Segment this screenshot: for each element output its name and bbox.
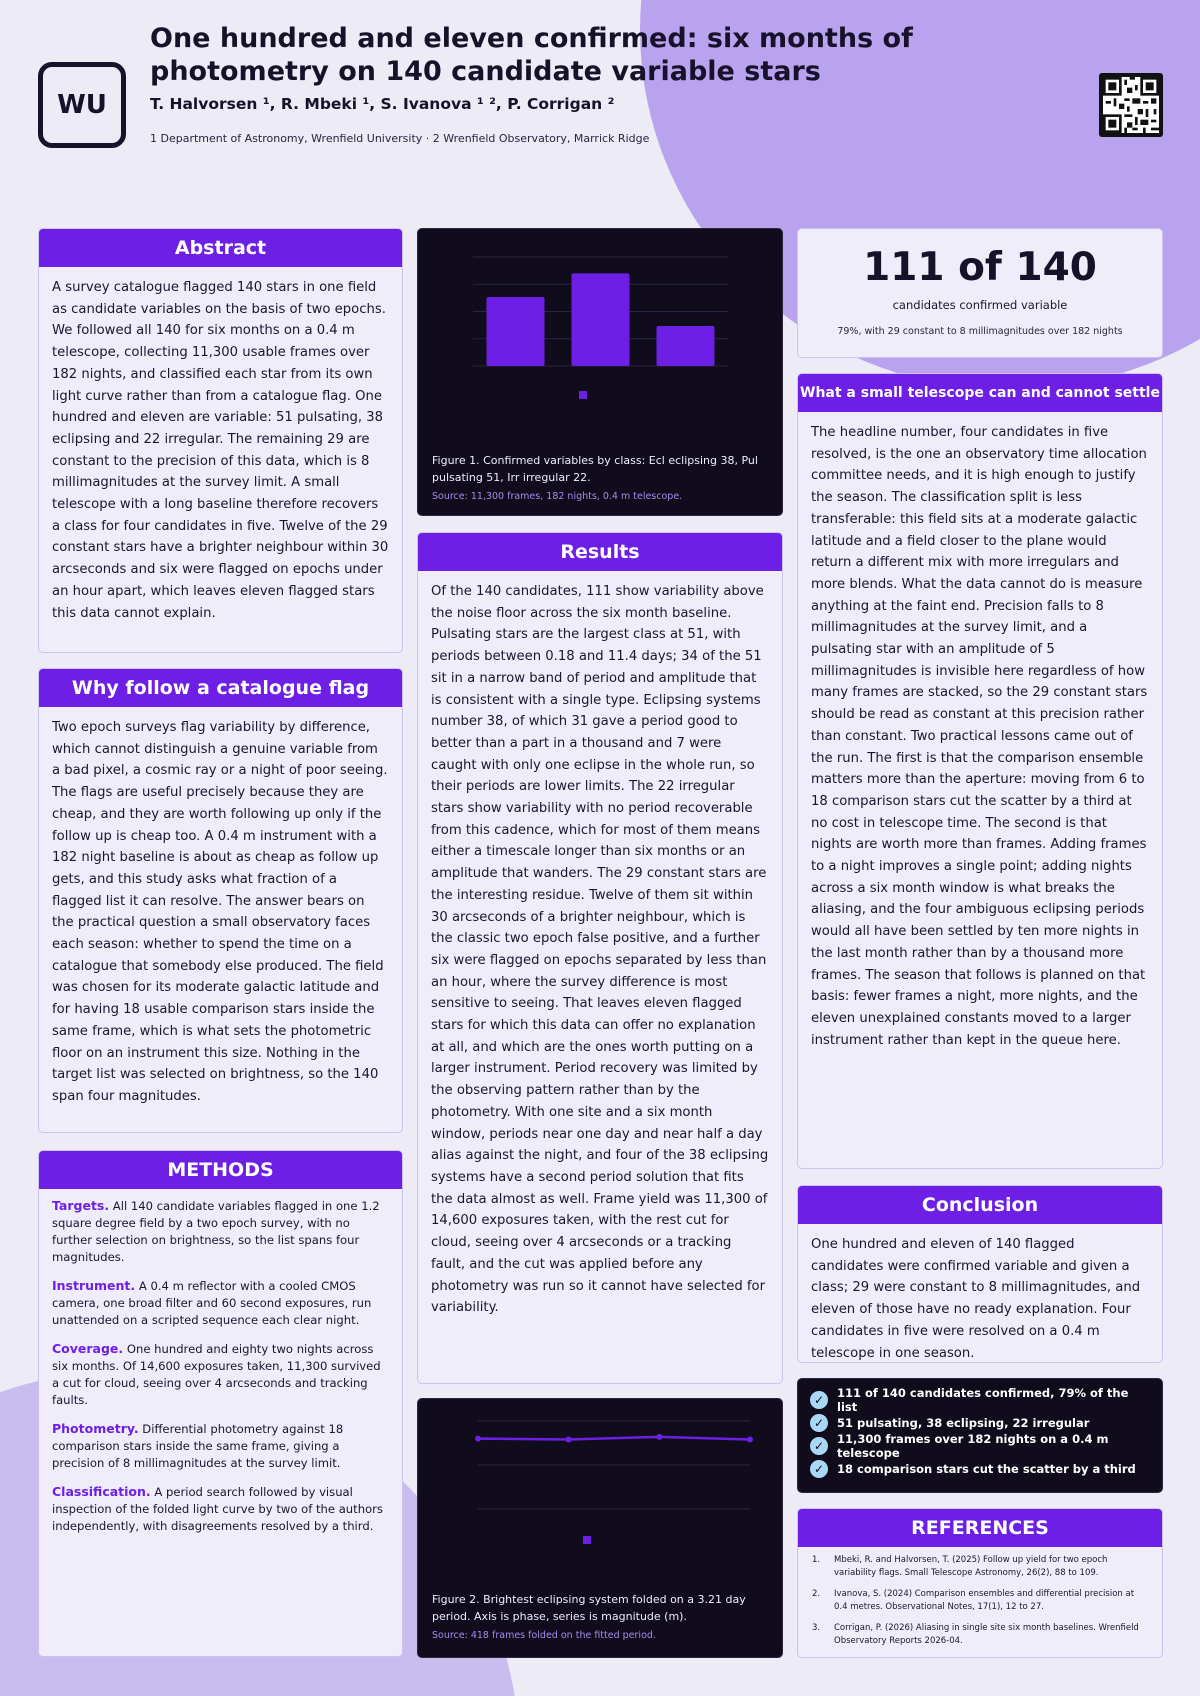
methods-item-text: A period search followed by visual inspection of the folded light curve by two of the authors independently, with disagreements resolved by a third. <box>52 1485 383 1533</box>
figure-2-chart <box>418 1399 784 1564</box>
reference-item <box>812 1622 1148 1648</box>
methods-item <box>52 1483 389 1535</box>
bar-irr <box>657 326 715 366</box>
poster-title: One hundred and eleven confirmed: six months of photometry on 140 candidate variable stars <box>150 23 913 87</box>
figure-1-source: Source: 11,300 frames, 182 nights, 0.4 m telescope. <box>432 491 683 502</box>
methods-item-text: A 0.4 m reflector with a cooled CMOS camera, one broad filter and 60 second exposures, run unattended on a scripted sequence each clear night. <box>52 1279 372 1327</box>
data-point <box>656 1434 662 1440</box>
methods-item <box>52 1420 389 1472</box>
methods-item <box>52 1277 389 1329</box>
methods-item-text: All 140 candidate variables flagged in one 1.2 square degree field by a two epoch survey, with no further selection on brightness, so the list spans four magnitudes. <box>52 1199 380 1264</box>
figure-1-caption: Figure 1. Confirmed variables by class: Ecl eclipsing 38, Pul pulsating 51, Irr irregular 22. <box>432 454 758 484</box>
headline-stat-label: candidates confirmed variable <box>892 298 1068 312</box>
data-point <box>475 1436 481 1442</box>
qr-code-icon <box>1103 77 1159 133</box>
results-heading: Results <box>418 533 782 571</box>
university-logo: WU <box>38 62 126 148</box>
legend-swatch <box>583 1536 591 1544</box>
check-icon: ✓ <box>810 1414 828 1432</box>
key-finding-item <box>810 1385 1150 1414</box>
figure-2-panel <box>417 1398 783 1658</box>
key-findings-panel <box>797 1378 1163 1493</box>
key-finding-text: 18 comparison stars cut the scatter by a third <box>837 1461 1136 1476</box>
conclusion-panel <box>797 1185 1163 1363</box>
methods-item-label: Classification. <box>52 1484 151 1499</box>
methods-item-text: Differential photometry against 18 comparison stars inside the same frame, giving a precision of 8 millimagnitudes at the survey limit. <box>52 1422 344 1470</box>
methods-item <box>52 1340 389 1409</box>
conclusion-heading: Conclusion <box>798 1186 1162 1224</box>
reference-item <box>812 1554 1148 1580</box>
why-panel <box>38 668 403 1133</box>
headline-stat-panel <box>797 228 1163 358</box>
data-point <box>566 1436 572 1442</box>
author-list: T. Halvorsen ¹, R. Mbeki ¹, S. Ivanova ¹ ², P. Corrigan ² <box>150 95 615 113</box>
headline-stat-value: 111 of 140 <box>863 245 1097 290</box>
methods-item <box>52 1197 389 1266</box>
key-finding-item <box>810 1431 1150 1460</box>
methods-heading: METHODS <box>39 1151 402 1189</box>
abstract-text: A survey catalogue flagged 140 stars in one field as candidate variables on the basis of two epochs. We followed all 140 for six months on a 0.4 m telescope, collecting 11,300 usable frames over 182 nights, and classified each star from its own light curve rather than from a catalogue flag. One hundred and eleven are variable: 51 pulsating, 38 eclipsing and 22 irregular. The remaining 29 are constant to the precision of this data, which is 8 millimagnitudes at the survey limit. A small telescope with a long baseline therefore recovers a class for four candidates in five. Twelve of the 29 constant stars have a brighter neighbour within 30 arcseconds and six were flagged on epochs under an hour apart, which leaves eleven flagged stars this data cannot explain. <box>52 280 389 621</box>
key-finding-text: 111 of 140 candidates confirmed, 79% of the list <box>837 1385 1129 1414</box>
conclusion-text: One hundred and eleven of 140 flagged candidates were confirmed variable and given a class; 29 were constant to 8 millimagnitudes, and eleven of those have no ready explanation. Four candidates in five were resolved on a 0.4 m telescope in one season. <box>811 1237 1141 1361</box>
methods-item-label: Instrument. <box>52 1278 136 1293</box>
settle-panel <box>797 373 1163 1169</box>
results-panel <box>417 532 783 1384</box>
methods-item-label: Photometry. <box>52 1421 139 1436</box>
key-finding-text: 51 pulsating, 38 eclipsing, 22 irregular <box>837 1415 1090 1430</box>
reference-text: Corrigan, P. (2026) Aliasing in single site six month baselines. Wrenfield Observatory Reports 2026-04. <box>834 1623 1139 1646</box>
reference-number: 1. <box>812 1555 821 1565</box>
results-text: Of the 140 candidates, 111 show variability above the noise floor across the six month baseline. Pulsating stars are the largest class at 51, with periods between 0.18 and 11.4 days; 34 of the 51 sit in a narrow band of period and amplitude that is consistent with a single type. Eclipsing systems number 38, of which 31 gave a period good to better than a part in a thousand and 7 were caught with only one eclipse in the whole run, so their periods are lower limits. The 22 irregular stars show variability with no period recoverable from this cadence, which for most of them means either a timescale longer than six months or an amplitude that wanders. The 29 constant stars are the interesting residue. Twelve of them sit within 30 arcseconds of a brighter neighbour, which is the classic two epoch false positive, and a further six were flagged on epochs separated by less than an hour, where the survey difference is most sensitive to seeing. That leaves eleven flagged stars for which this data can offer no explanation at all, and which are the ones worth putting on a larger instrument. Period recovery was limited by the observing pattern rather than by the photometry. With one site and a six month window, periods near one day and near half a day alias against the night, and four of the 38 eclipsing systems have a second period solution that fits the data almost as well. Frame yield was 11,300 of 14,600 exposures taken, with the rest cut for cloud, seeing over 4 arcseconds or a tracking fault, and the cut was applied before any photometry was run so it cannot have selected for variability. <box>431 584 769 1316</box>
bar-pul <box>572 273 630 366</box>
references-heading: REFERENCES <box>798 1509 1162 1547</box>
figure-1-chart <box>418 229 784 429</box>
settle-text: The headline number, four candidates in five resolved, is the one an observatory time allocation committee needs, and it is high enough to justify the season. The classification split is less transferable: this field sits at a moderate galactic latitude and a field closer to the plane would return a different mix with more irregulars and more blends. What the data cannot do is measure anything at the faint end. Precision falls to 8 millimagnitudes at the survey limit, and a pulsating star with an amplitude of 5 millimagnitudes is invisible here regardless of how many frames are stacked, so the 29 constant stars should be read as constant at this precision rather than constant. Two practical lessons came out of the run. The first is that the comparison ensemble matters more than the aperture: moving from 6 to 18 comparison stars cut the scatter by a third at no cost in telescope time. The second is that nights are worth more than frames. Adding frames to a night improves a single point; adding nights across a six month window is what breaks the aliasing, and the four ambiguous eclipsing periods would all have been settled by ten more nights in the last month rather than by a thousand more frames. The season that follows is planned on that basis: fewer frames a night, more nights, and the eleven unexplained constants moved to a larger instrument rather than kept in the queue here. <box>811 425 1148 1048</box>
figure-2-source: Source: 418 frames folded on the fitted period. <box>432 1630 656 1641</box>
key-finding-text: 11,300 frames over 182 nights on a 0.4 m telescope <box>837 1431 1109 1460</box>
reference-text: Mbeki, R. and Halvorsen, T. (2025) Follow up yield for two epoch variability flags. Small Telescope Astronomy, 26(2), 88 to 109. <box>834 1555 1108 1578</box>
settle-heading: What a small telescope can and cannot settle <box>798 374 1162 412</box>
methods-item-text: One hundred and eighty two nights across six months. Of 14,600 exposures taken, 11,300 survived a cut for cloud, seeing over 4 arcseconds and tracking faults. <box>52 1342 381 1407</box>
qr-code[interactable] <box>1099 73 1163 137</box>
series-line <box>478 1437 750 1440</box>
abstract-panel <box>38 228 403 653</box>
key-finding-item <box>810 1457 1150 1480</box>
why-heading: Why follow a catalogue flag <box>39 669 402 707</box>
methods-item-label: Targets. <box>52 1198 110 1213</box>
abstract-heading: Abstract <box>39 229 402 267</box>
check-icon: ✓ <box>810 1437 828 1455</box>
data-point <box>747 1436 753 1442</box>
reference-item <box>812 1588 1148 1614</box>
why-text: Two epoch surveys flag variability by difference, which cannot distinguish a genuine variable from a bad pixel, a cosmic ray or a night of poor seeing. The flags are useful precisely because they are cheap, and they are worth following up only if the follow up is cheap too. A 0.4 m instrument with a 182 night baseline is about as cheap as follow up gets, and this study asks what fraction of a flagged list it can resolve. The answer bears on the practical question a small observatory faces each season: whether to spend the time on a catalogue that somebody else produced. The field was chosen for its moderate galactic latitude and for having 18 usable comparison stars inside the same frame, which is what sets the photometric floor on an instrument this size. Nothing in the target list was selected on brightness, so the 140 span four magnitudes. <box>52 720 388 1104</box>
bar-ecl <box>487 297 545 366</box>
figure-1-panel <box>417 228 783 516</box>
check-icon: ✓ <box>810 1391 828 1409</box>
figure-2-caption: Figure 2. Brightest eclipsing system folded on a 3.21 day period. Axis is phase, series is magnitude (m). <box>432 1593 746 1623</box>
reference-number: 3. <box>812 1623 821 1633</box>
references-panel <box>797 1508 1163 1658</box>
methods-panel <box>38 1150 403 1657</box>
affiliations: 1 Department of Astronomy, Wrenfield University · 2 Wrenfield Observatory, Marrick Ridge <box>150 132 650 145</box>
reference-text: Ivanova, S. (2024) Comparison ensembles and differential precision at 0.4 metres. Observational Notes, 17(1), 12 to 27. <box>834 1589 1135 1612</box>
methods-item-label: Coverage. <box>52 1341 124 1356</box>
reference-number: 2. <box>812 1589 821 1599</box>
legend-swatch <box>579 391 587 399</box>
check-icon: ✓ <box>810 1460 828 1478</box>
headline-stat-note: 79%, with 29 constant to 8 millimagnitudes over 182 nights <box>837 326 1123 337</box>
